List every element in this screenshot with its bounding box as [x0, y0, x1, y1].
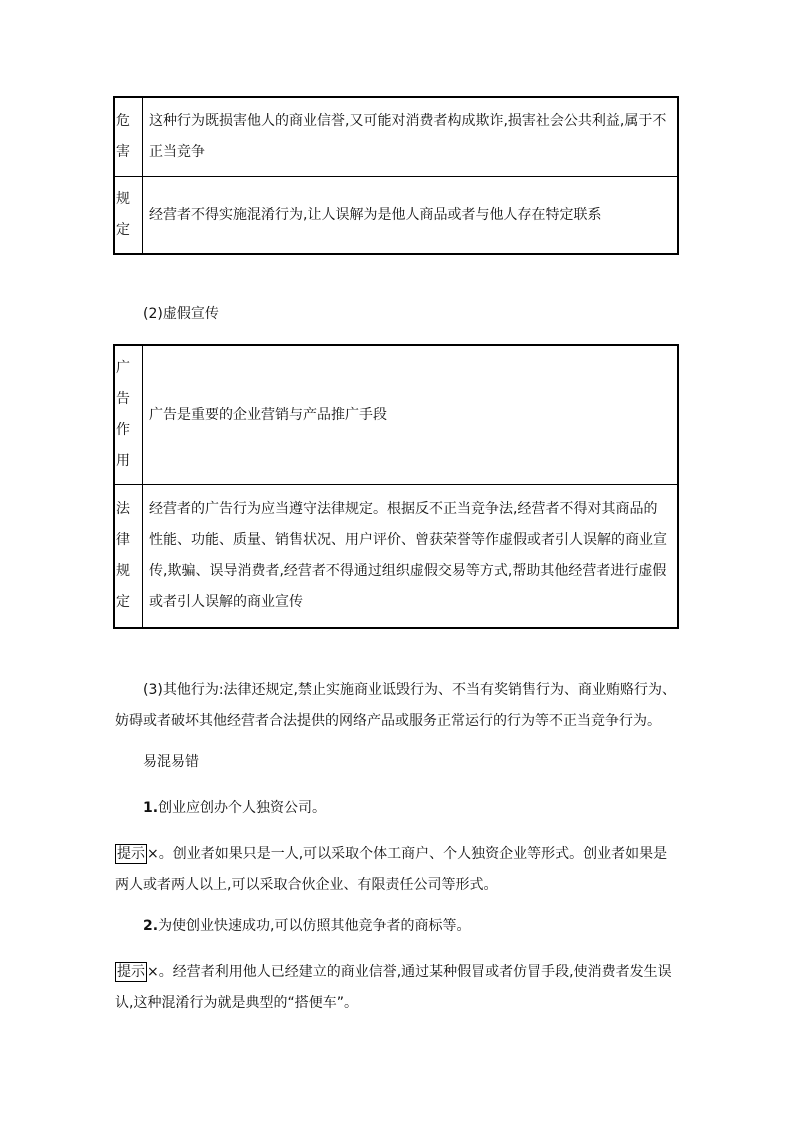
section-title-false-advertising: (2)虚假宣传 — [143, 306, 219, 322]
answer-2 — [115, 957, 679, 1019]
table-row — [115, 346, 677, 484]
table-harm-rules — [113, 96, 679, 255]
header-char: 律 — [116, 532, 130, 548]
header-char: 用 — [116, 453, 130, 469]
question-2 — [115, 911, 679, 942]
hint-label: 提示 — [117, 846, 145, 862]
row-header-harm — [115, 98, 143, 176]
row-header-legal — [115, 485, 143, 627]
cell-text: 这种行为既损害他人的商业信誉,又可能对消费者构成欺诈,损害社会公共利益,属于不正当竞争 — [149, 113, 667, 160]
header-char: 危 — [116, 113, 130, 129]
question-1 — [115, 793, 679, 824]
hint-label: 提示 — [117, 964, 145, 980]
table-cell — [143, 485, 677, 627]
cell-text: 经营者的广告行为应当遵守法律规定。根据反不正当竞争法,经营者不得对其商品的性能、功能、质量、销售状况、用户评价、曾获荣誉等作虚假或者引人误解的商业宣传,欺骗、误导消费者,经营者不得通过组织虚假交易等方式,帮助其他经营者进行虚假或者引人误解的商业宣传 — [149, 501, 667, 610]
confusion-title: 易混易错 — [143, 754, 199, 770]
header-char: 规 — [116, 563, 130, 579]
table-row — [115, 484, 677, 627]
table-cell — [143, 346, 677, 484]
header-char: 告 — [116, 391, 130, 407]
table-advertising — [113, 344, 679, 629]
table-row — [115, 176, 677, 253]
header-char: 定 — [116, 222, 130, 238]
question-text: 创业应创办个人独资公司。 — [158, 800, 327, 816]
row-header-ad-role — [115, 346, 143, 484]
header-char: 法 — [116, 501, 130, 517]
answer-text: ×。创业者如果只是一人,可以采取个体工商户、个人独资企业等形式。创业者如果是两人或者两人以上,可以采取合伙企业、有限责任公司等形式。 — [115, 846, 668, 893]
question-number: 1. — [143, 800, 159, 816]
question-number: 2. — [143, 918, 159, 934]
answer-1 — [115, 839, 679, 901]
table-row — [115, 98, 677, 176]
header-char: 作 — [116, 422, 130, 438]
table-cell — [143, 177, 677, 253]
row-header-rules — [115, 177, 143, 253]
cell-text: 广告是重要的企业营销与产品推广手段 — [149, 406, 387, 423]
header-char: 定 — [116, 594, 130, 610]
header-char: 规 — [116, 191, 130, 207]
question-text: 为使创业快速成功,可以仿照其他竞争者的商标等。 — [158, 918, 471, 934]
answer-text: ×。经营者利用他人已经建立的商业信誉,通过某种假冒或者仿冒手段,使消费者发生误认,这种混淆行为就是典型的“搭便车”。 — [115, 964, 672, 1011]
header-char: 害 — [116, 144, 130, 160]
header-char: 广 — [116, 360, 130, 376]
section-other-behaviors: (3)其他行为:法律还规定,禁止实施商业诋毁行为、不当有奖销售行为、商业贿赂行为、妨碍或者破坏其他经营者合法提供的网络产品或服务正常运行的行为等不正当竞争行为。 — [115, 682, 676, 729]
table-cell — [143, 98, 677, 176]
cell-text: 经营者不得实施混淆行为,让人误解为是他人商品或者与他人存在特定联系 — [149, 206, 602, 223]
